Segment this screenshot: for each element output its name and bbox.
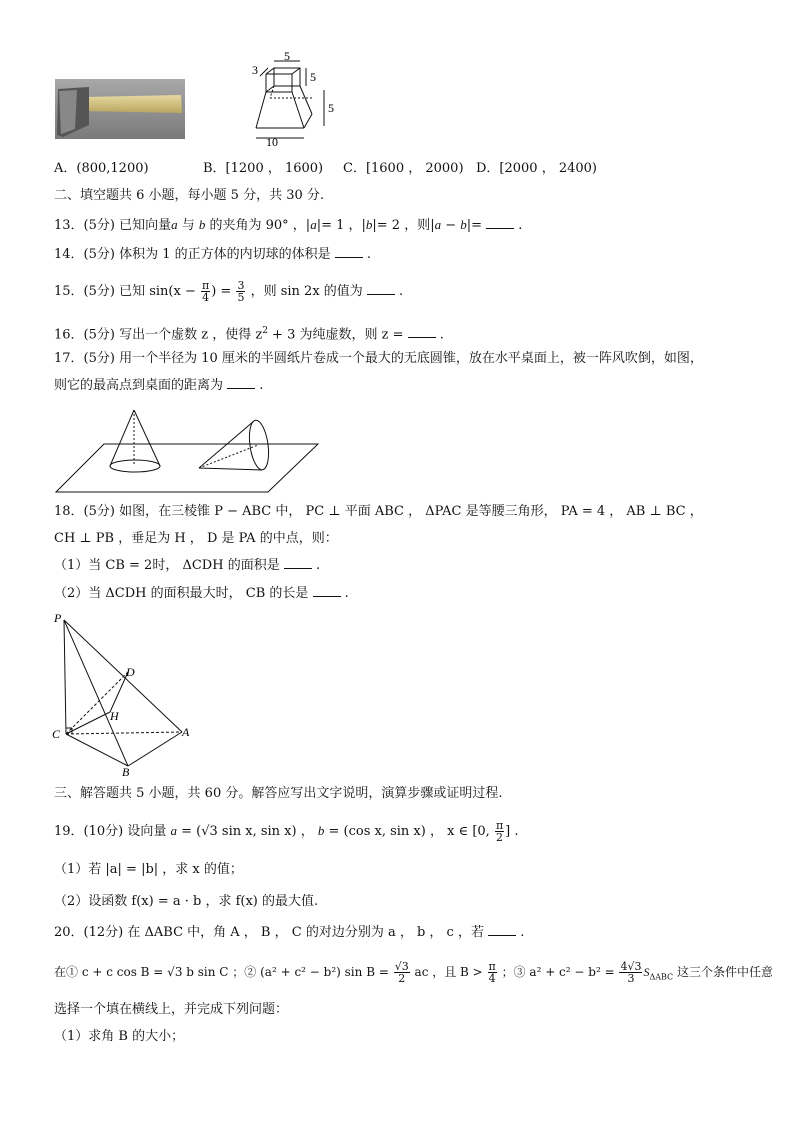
question-20-conditions: 在① c + c cos B = √3 b sin C ；② (a² + c² − b²) sin B = $\frac{√3}{2}$ ac ，且 B > $\frac{\pi}{4}$ ；③ a² + c² − b² = $\frac{4√3}{3}$ $S_{\Delta ABC}$ 这三个条件中任意 <box>54 960 773 985</box>
label-c: C <box>52 727 61 741</box>
section-2-heading: 二、填空题共 6 小题，每小题 5 分，共 30 分. <box>54 188 325 203</box>
question-18-sub2: （2）当 ΔCDH 的面积最大时， CB 的长是 . <box>54 586 349 601</box>
question-13: 13．(5分) 已知向量a 与 b 的夹角为 90° ，|a|= 1 ，|b|= 2 ，则|a − b|= . <box>54 217 523 233</box>
dim-right-top: 5 <box>310 70 316 84</box>
answer-blank <box>486 217 514 229</box>
answer-blank <box>335 246 363 258</box>
question-14: 14．(5分) 体积为 1 的正方体的内切球的体积是 . <box>54 247 372 262</box>
option-c: C．[1600 ， 2000) <box>343 161 464 176</box>
label-p: P <box>54 611 62 625</box>
question-20-line3: 选择一个填在横线上，并完成下列问题： <box>54 1002 289 1017</box>
dim-right-bottom: 5 <box>328 101 334 115</box>
question-17-line2: 则它的最高点到桌面的距离为 . <box>54 378 264 393</box>
dim-left-top: 3 <box>252 63 258 77</box>
box-diagram <box>244 52 344 148</box>
question-18-line1: 18．(5分) 如图，在三棱锥 P − ABC 中， PC ⊥ 平面 ABC ， ΔPAC 是等腰三角形， PA = 4 ， AB ⊥ BC ， <box>54 504 703 519</box>
question-19-sub2: （2）设函数 f(x) = a · b ，求 f(x) 的最大值. <box>54 894 319 909</box>
question-17-line1: 17．(5分) 用一个半径为 10 厘米的半圆纸片卷成一个最大的无底圆锥，放在水平桌面上，被一阵风吹倒，如图， <box>54 351 703 366</box>
question-18-line2: CH ⊥ PB ，垂足为 H ， D 是 PA 的中点，则： <box>54 531 338 546</box>
label-d: D <box>126 665 135 679</box>
label-b: B <box>122 765 130 778</box>
option-d: D．[2000 ， 2400) <box>476 161 597 176</box>
dim-bottom: 10 <box>266 135 278 148</box>
question-19-sub1: （1）若 |a| = |b| ，求 x 的值； <box>54 862 243 877</box>
answer-blank <box>488 924 516 936</box>
option-b: B．[1200 ， 1600) <box>203 161 324 176</box>
answer-blank <box>367 283 395 295</box>
pyramid-figure <box>50 610 200 778</box>
answer-blank <box>408 326 436 338</box>
answer-blank <box>227 377 255 389</box>
cone-figure <box>54 408 320 494</box>
question-20: 20．(12分) 在 ΔABC 中，角 A ， B ， C 的对边分别为 a ， b ， c ，若 . <box>54 925 525 940</box>
section-3-heading: 三、解答题共 5 小题，共 60 分。解答应写出文字说明，演算步骤或证明过程. <box>54 786 503 801</box>
label-a: A <box>182 725 190 739</box>
dim-top: 5 <box>284 52 290 63</box>
label-h: H <box>110 709 119 723</box>
question-18-sub1: （1）当 CB = 2时， ΔCDH 的面积是 . <box>54 558 321 573</box>
answer-blank <box>284 557 312 569</box>
hammer-image <box>55 79 185 139</box>
question-19: 19．(10分) 设向量 a = (√3 sin x, sin x) ， b = (cos x, sin x) ， x ∈ [0, $\frac{\pi}{2}$ ] . <box>54 819 519 844</box>
answer-blank <box>313 585 341 597</box>
question-15: 15．(5分) 已知 sin(x − $\frac{\pi}{4}$ ) = $\frac{3}{5}$ ，则 sin 2x 的值为 . <box>54 279 404 304</box>
question-20-sub1: （1）求角 B 的大小； <box>54 1029 185 1044</box>
question-16: 16．(5分) 写出一个虚数 z ，使得 $z^2 + 3$ 为纯虚数，则 z = . <box>54 326 444 343</box>
option-a: A．(800,1200) <box>54 161 149 176</box>
